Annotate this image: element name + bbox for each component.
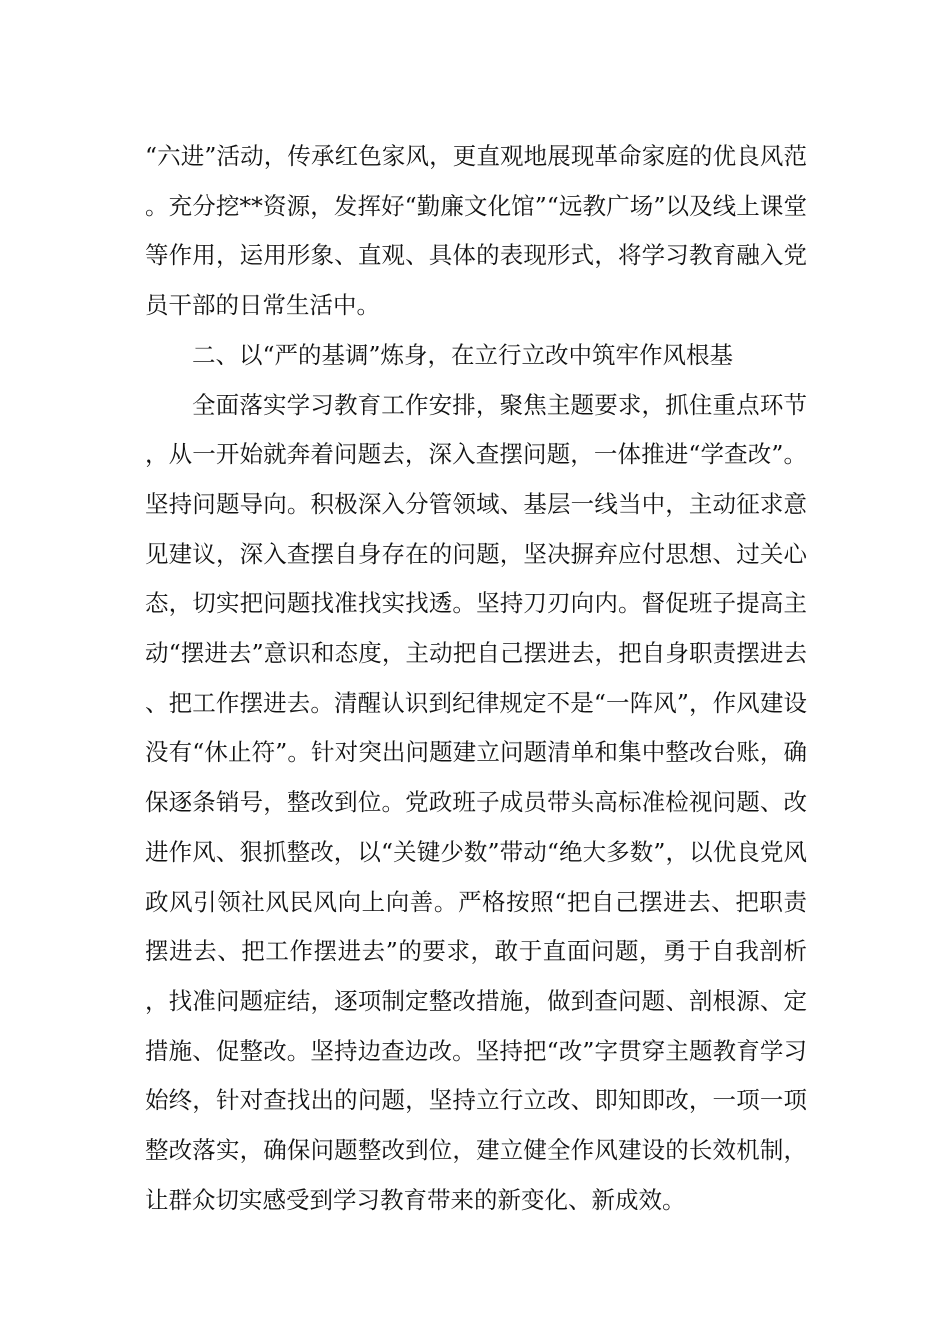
document-body — [145, 132, 807, 1225]
body-paragraph: 全面落实学习教育工作安排，聚焦主题要求，抓住重点环节，从一开始就奔着问题去，深入查摆问题，一体推进“学查改”。坚持问题导向。积极深入分管领域、基层一线当中，主动征求意见建议，深入查摆自身存在的问题，坚决摒弃应付思想、过关心态，切实把问题找准找实找透。坚持刀刃向内。督促班子提高主动“摆进去”意识和态度，主动把自己摆进去，把自身职责摆进去、把工作摆进去。清醒认识到纪律规定不是“一阵风”，作风建设没有“休止符”。针对突出问题建立问题清单和集中整改台账，确保逐条销号，整改到位。党政班子成员带头高标准检视问题、改进作风、狠抓整改，以“关键少数”带动“绝大多数”，以优良党风政风引领社风民风向上向善。严格按照“把自己摆进去、把职责摆进去、把工作摆进去”的要求，敢于直面问题，勇于自我剖析，找准问题症结，逐项制定整改措施，做到查问题、剖根源、定措施、促整改。坚持边查边改。坚持把“改”字贯穿主题教育学习始终，针对查找出的问题，坚持立行立改、即知即改，一项一项整改落实，确保问题整改到位，建立健全作风建设的长效机制，让群众切实感受到学习教育带来的新变化、新成效。 — [145, 390, 807, 1214]
section-heading: 二、以“严的基调”炼身，在立行立改中筑牢作风根基 — [192, 340, 734, 369]
continued-paragraph: “六进”活动，传承红色家风，更直观地展现革命家庭的优良风范。充分挖**资源，发挥好“勤廉文化馆”“远教广场”以及线上课堂等作用，运用形象、直观、具体的表现形式，将学习教育融入党员干部的日常生活中。 — [145, 142, 807, 320]
